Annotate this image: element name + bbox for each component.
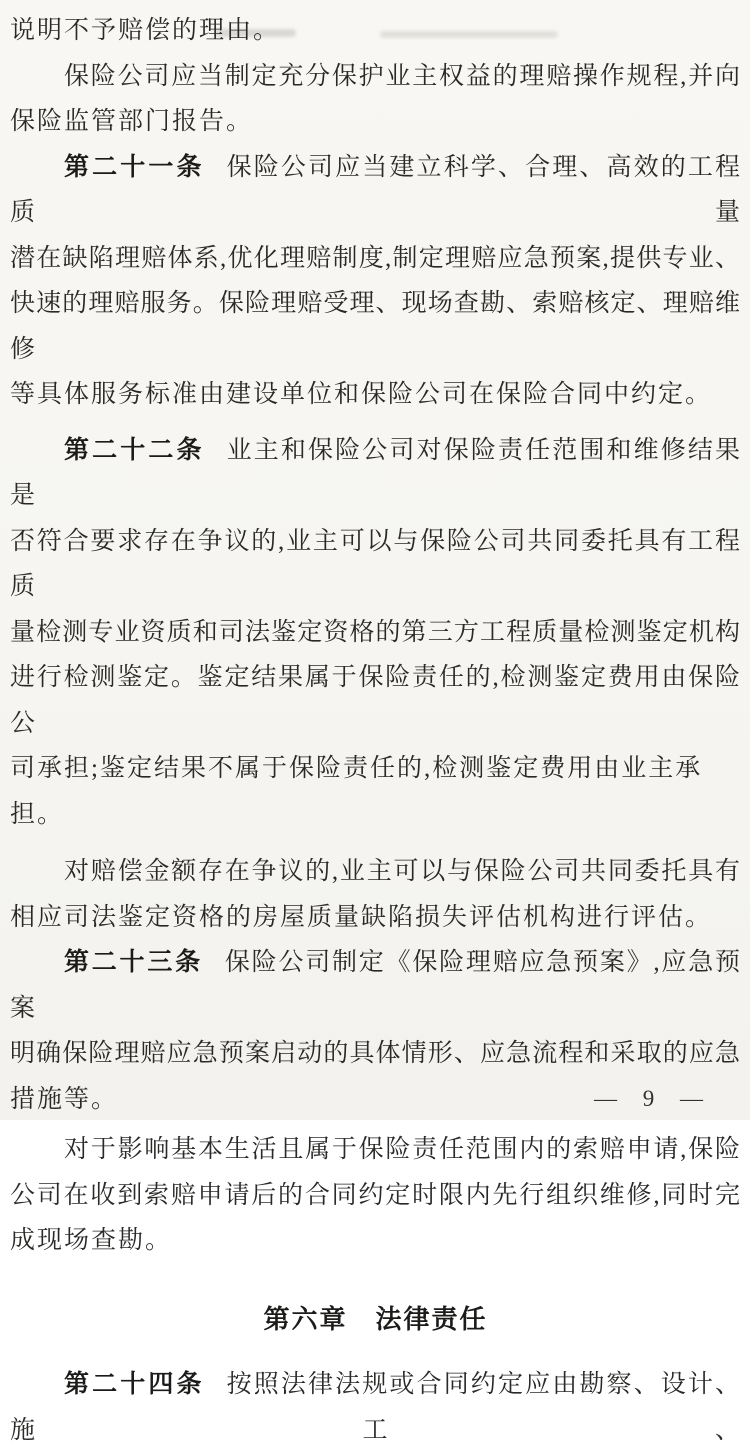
line-text: 保险监管部门报告。 [10,108,254,135]
page-footer [594,1086,708,1112]
text-line [10,895,741,941]
text-line [10,519,741,610]
text-line [10,8,741,54]
line-text: 量检测专业资质和司法鉴定资格的第三方工程质量检测鉴定机构 [10,618,741,646]
text-line [10,145,741,236]
line-text: 对赔偿金额存在争议的,业主可以与保险公司共同委托具有 [64,858,741,885]
text-line [10,1031,741,1077]
line-text: 否符合要求存在争议的,业主可以与保险公司共同委托具有工程质 [10,527,741,600]
line-text: 潜在缺陷理赔体系,优化理赔制度,制定理赔应急预案,提供专业、 [10,244,741,272]
text-line [10,372,741,418]
line-text: 等具体服务标准由建设单位和保险公司在保险合同中约定。 [10,381,713,408]
article-number: 第二十三条 [64,948,203,976]
text-line [10,1362,741,1453]
line-text: 保险公司制定《保险理赔应急预案》,应急预案 [10,949,741,1022]
line-text: 公司在收到索赔申请后的合同约定时限内先行组织维修,同时完 [10,1181,741,1209]
text-line [10,236,741,282]
line-text: 保险公司应当建立科学、合理、高效的工程质量 [10,153,741,226]
line-text: 成现场查勘。 [10,1227,173,1254]
line-text: 措施等。 [10,1085,119,1113]
text-line [10,428,741,519]
article-number: 第二十二条 [64,435,205,464]
article-number: 第二十一条 [64,152,205,181]
article-number: 第二十四条 [64,1370,205,1398]
text-line [10,281,741,372]
text-line [10,940,741,1031]
text-line [10,1127,741,1173]
line-text: 快速的理赔服务。保险理赔受理、现场查勘、索赔核定、理赔维修 [10,290,741,363]
line-text: 说明不予赔偿的理由。 [10,17,281,44]
line-text: 相应司法鉴定资格的房屋质量缺陷损失评估机构进行评估。 [10,903,713,931]
line-text: 对于影响基本生活且属于保险责任范围内的索赔申请,保险 [64,1136,741,1163]
line-text: 进行检测鉴定。鉴定结果属于保险责任的,检测鉴定费用由保险公 [10,664,741,737]
text-line [10,655,741,746]
chapter-heading [10,1297,741,1343]
text-line [10,746,741,837]
line-text: 业主和保险公司对保险责任范围和维修结果是 [10,436,741,509]
line-text: 明确保险理赔应急预案启动的具体情形、应急流程和采取的应急 [10,1040,741,1067]
page-number: — 9 — [594,1086,708,1111]
text-line [10,1218,741,1264]
text-line [10,99,741,145]
line-text: 第六章 法律责任 [263,1303,488,1334]
text-line [10,54,741,100]
line-text: 按照法律法规或合同约定应由勘察、设计、施工、 [10,1371,741,1444]
text-line [10,1173,741,1219]
line-text: 司承担;鉴定结果不属于保险责任的,检测鉴定费用由业主承担。 [10,755,703,828]
text-line [10,610,741,656]
text-line [10,849,741,895]
line-text: 保险公司应当制定充分保护业主权益的理赔操作规程,并向 [64,62,741,90]
